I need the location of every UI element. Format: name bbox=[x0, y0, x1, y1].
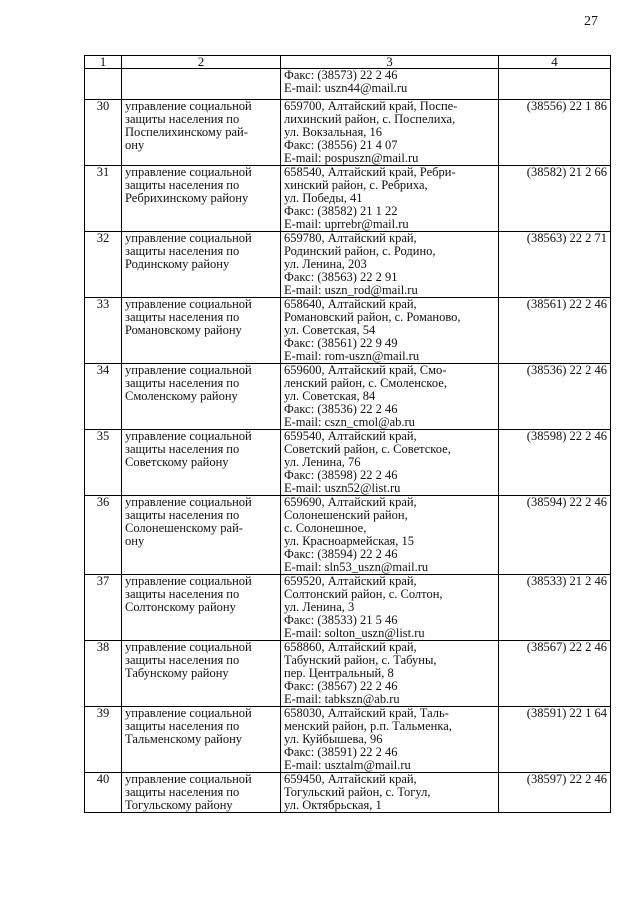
address-line: ул. Красноармейская, 15 bbox=[284, 534, 415, 548]
row-number: 37 bbox=[85, 575, 122, 641]
table-row bbox=[85, 773, 611, 813]
row-number: 34 bbox=[85, 364, 122, 430]
address-cell bbox=[281, 773, 499, 813]
column-header-3: 3 bbox=[281, 56, 499, 69]
address-line: E-mail: pospuszn@mail.ru bbox=[284, 151, 419, 165]
agency-name-line: Смоленскому району bbox=[125, 389, 238, 403]
phone-cell: (38556) 22 1 86 bbox=[499, 100, 611, 166]
table-row bbox=[85, 298, 611, 364]
address-line: ул. Октябрьская, 1 bbox=[284, 798, 382, 812]
column-header-2: 2 bbox=[122, 56, 281, 69]
agency-name-cell bbox=[122, 496, 281, 575]
phone-cell: (38582) 21 2 66 bbox=[499, 166, 611, 232]
agency-name-line: управление социальной bbox=[125, 574, 252, 588]
address-line: Тогульский район, с. Тогул, bbox=[284, 785, 431, 799]
agency-name-line: Ребрихинскому району bbox=[125, 191, 249, 205]
agency-name-line: защиты населения по bbox=[125, 442, 240, 456]
agency-name-line: защиты населения по bbox=[125, 112, 240, 126]
address-line: пер. Центральный, 8 bbox=[284, 666, 394, 680]
address-line: ленский район, с. Смоленское, bbox=[284, 376, 447, 390]
address-cell bbox=[281, 430, 499, 496]
agency-name-line: защиты населения по bbox=[125, 244, 240, 258]
row-number: 36 bbox=[85, 496, 122, 575]
agency-name-line: управление социальной bbox=[125, 772, 252, 786]
address-cell bbox=[281, 166, 499, 232]
phone-cell: (38533) 21 2 46 bbox=[499, 575, 611, 641]
address-line: Солтонский район, с. Солтон, bbox=[284, 587, 443, 601]
address-line: 658860, Алтайский край, bbox=[284, 640, 417, 654]
row-number: 33 bbox=[85, 298, 122, 364]
address-line: 658640, Алтайский край, bbox=[284, 297, 417, 311]
agencies-table bbox=[84, 55, 611, 813]
address-cell bbox=[281, 232, 499, 298]
address-line: Родинский район, с. Родино, bbox=[284, 244, 436, 258]
row-number: 38 bbox=[85, 641, 122, 707]
address-line: хинский район, с. Ребриха, bbox=[284, 178, 428, 192]
address-line: Факс: (38533) 21 5 46 bbox=[284, 613, 398, 627]
address-line: E-mail: tabkszn@ab.ru bbox=[284, 692, 400, 706]
address-line: ул. Победы, 41 bbox=[284, 191, 363, 205]
agency-name-line: защиты населения по bbox=[125, 376, 240, 390]
column-number-row bbox=[85, 56, 611, 69]
address-cell bbox=[281, 575, 499, 641]
row-number: 39 bbox=[85, 707, 122, 773]
phone-cell: (38563) 22 2 71 bbox=[499, 232, 611, 298]
continuation-name-cell bbox=[122, 69, 281, 100]
phone-cell: (38598) 22 2 46 bbox=[499, 430, 611, 496]
agency-name-line: Тогульскому району bbox=[125, 798, 233, 812]
continuation-row bbox=[85, 69, 611, 100]
address-line: ул. Ленина, 3 bbox=[284, 600, 355, 614]
address-line: E-mail: usztalm@mail.ru bbox=[284, 758, 411, 772]
address-line: Советский район, с. Советское, bbox=[284, 442, 451, 456]
agency-name-line: управление социальной bbox=[125, 706, 252, 720]
address-line: Табунский район, с. Табуны, bbox=[284, 653, 437, 667]
row-number: 32 bbox=[85, 232, 122, 298]
agency-name-cell bbox=[122, 430, 281, 496]
table-row bbox=[85, 364, 611, 430]
agency-name-line: ону bbox=[125, 138, 145, 152]
agency-name-line: защиты населения по bbox=[125, 785, 240, 799]
phone-cell: (38536) 22 2 46 bbox=[499, 364, 611, 430]
phone-cell: (38591) 22 1 64 bbox=[499, 707, 611, 773]
address-line: E-mail: uprrebr@mail.ru bbox=[284, 217, 409, 231]
agency-name-line: Родинскому району bbox=[125, 257, 230, 271]
phone-cell: (38597) 22 2 46 bbox=[499, 773, 611, 813]
page-number: 27 bbox=[584, 14, 598, 29]
continuation-num-cell bbox=[85, 69, 122, 100]
agency-name-line: Поспелихинскому рай- bbox=[125, 125, 248, 139]
agency-name-line: управление социальной bbox=[125, 495, 252, 509]
address-line: 659540, Алтайский край, bbox=[284, 429, 417, 443]
agency-name-line: управление социальной bbox=[125, 231, 252, 245]
agency-name-line: защиты населения по bbox=[125, 310, 240, 324]
agency-name-line: Солтонскому району bbox=[125, 600, 236, 614]
address-cell bbox=[281, 100, 499, 166]
table-row bbox=[85, 100, 611, 166]
address-line: Факс: (38594) 22 2 46 bbox=[284, 547, 398, 561]
agency-name-cell bbox=[122, 707, 281, 773]
address-line: 658030, Алтайский край, Таль- bbox=[284, 706, 449, 720]
address-line: с. Солонешное, bbox=[284, 521, 367, 535]
address-line: ул. Советская, 54 bbox=[284, 323, 376, 337]
address-line: Факс: (38573) 22 2 46 bbox=[284, 68, 398, 82]
address-line: Факс: (38561) 22 9 49 bbox=[284, 336, 398, 350]
continuation-address-cell bbox=[281, 69, 499, 100]
agency-name-line: управление социальной bbox=[125, 363, 252, 377]
address-line: ул. Советская, 84 bbox=[284, 389, 376, 403]
address-line: ул. Вокзальная, 16 bbox=[284, 125, 382, 139]
table-row bbox=[85, 707, 611, 773]
agency-name-line: Тальменскому району bbox=[125, 732, 243, 746]
address-cell bbox=[281, 707, 499, 773]
table-row bbox=[85, 575, 611, 641]
address-line: 659450, Алтайский край, bbox=[284, 772, 417, 786]
address-line: E-mail: cszn_cmol@ab.ru bbox=[284, 415, 415, 429]
agency-name-line: защиты населения по bbox=[125, 653, 240, 667]
agency-name-line: управление социальной bbox=[125, 640, 252, 654]
address-line: 659520, Алтайский край, bbox=[284, 574, 417, 588]
address-line: Романовский район, с. Романово, bbox=[284, 310, 461, 324]
address-line: ул. Ленина, 203 bbox=[284, 257, 367, 271]
table-row bbox=[85, 232, 611, 298]
address-line: Солонешенский район, bbox=[284, 508, 408, 522]
address-line: ул. Ленина, 76 bbox=[284, 455, 361, 469]
phone-cell: (38567) 22 2 46 bbox=[499, 641, 611, 707]
continuation-phone-cell bbox=[499, 69, 611, 100]
row-number: 30 bbox=[85, 100, 122, 166]
address-line: менский район, р.п. Тальменка, bbox=[284, 719, 452, 733]
address-line: Факс: (38582) 21 1 22 bbox=[284, 204, 398, 218]
address-line: Факс: (38598) 22 2 46 bbox=[284, 468, 398, 482]
agency-name-line: защиты населения по bbox=[125, 508, 240, 522]
column-header-4: 4 bbox=[499, 56, 611, 69]
agency-name-cell bbox=[122, 100, 281, 166]
agency-name-cell bbox=[122, 364, 281, 430]
agency-name-cell bbox=[122, 575, 281, 641]
agency-name-line: управление социальной bbox=[125, 99, 252, 113]
address-line: Факс: (38563) 22 2 91 bbox=[284, 270, 398, 284]
address-line: E-mail: uszn_rod@mail.ru bbox=[284, 283, 418, 297]
address-line: ул. Куйбышева, 96 bbox=[284, 732, 383, 746]
agency-name-line: управление социальной bbox=[125, 429, 252, 443]
agency-name-cell bbox=[122, 641, 281, 707]
address-cell bbox=[281, 641, 499, 707]
agency-name-line: Табунскому району bbox=[125, 666, 229, 680]
phone-cell: (38594) 22 2 46 bbox=[499, 496, 611, 575]
table-row bbox=[85, 641, 611, 707]
address-line: Факс: (38536) 22 2 46 bbox=[284, 402, 398, 416]
agency-name-line: защиты населения по bbox=[125, 587, 240, 601]
agency-name-line: управление социальной bbox=[125, 297, 252, 311]
table-row bbox=[85, 430, 611, 496]
address-line: 659600, Алтайский край, Смо- bbox=[284, 363, 447, 377]
row-number: 40 bbox=[85, 773, 122, 813]
address-line: 658540, Алтайский край, Ребри- bbox=[284, 165, 456, 179]
address-line: E-mail: rom-uszn@mail.ru bbox=[284, 349, 420, 363]
phone-cell: (38561) 22 2 46 bbox=[499, 298, 611, 364]
address-line: Факс: (38556) 21 4 07 bbox=[284, 138, 398, 152]
address-line: E-mail: uszn44@mail.ru bbox=[284, 81, 408, 95]
agency-name-cell bbox=[122, 166, 281, 232]
row-number: 35 bbox=[85, 430, 122, 496]
column-header-1: 1 bbox=[85, 56, 122, 69]
table-row bbox=[85, 496, 611, 575]
table-row bbox=[85, 166, 611, 232]
agency-name-line: Советскому району bbox=[125, 455, 229, 469]
address-line: E-mail: sln53_uszn@mail.ru bbox=[284, 560, 429, 574]
address-line: E-mail: solton_uszn@list.ru bbox=[284, 626, 425, 640]
address-line: 659690, Алтайский край, bbox=[284, 495, 417, 509]
agency-name-line: Романовскому району bbox=[125, 323, 242, 337]
address-cell bbox=[281, 298, 499, 364]
address-line: Факс: (38591) 22 2 46 bbox=[284, 745, 398, 759]
agency-name-cell bbox=[122, 773, 281, 813]
address-line: E-mail: uszn52@list.ru bbox=[284, 481, 401, 495]
row-number: 31 bbox=[85, 166, 122, 232]
address-cell bbox=[281, 496, 499, 575]
agency-name-line: защиты населения по bbox=[125, 719, 240, 733]
agency-name-cell bbox=[122, 232, 281, 298]
address-line: 659700, Алтайский край, Поспе- bbox=[284, 99, 458, 113]
agency-name-line: ону bbox=[125, 534, 145, 548]
address-line: Факс: (38567) 22 2 46 bbox=[284, 679, 398, 693]
agency-name-cell bbox=[122, 298, 281, 364]
agency-name-line: Солонешенскому рай- bbox=[125, 521, 243, 535]
address-cell bbox=[281, 364, 499, 430]
agency-name-line: управление социальной bbox=[125, 165, 252, 179]
address-line: 659780, Алтайский край, bbox=[284, 231, 417, 245]
address-line: лихинский район, с. Поспелиха, bbox=[284, 112, 456, 126]
table-body bbox=[85, 69, 611, 813]
agency-name-line: защиты населения по bbox=[125, 178, 240, 192]
